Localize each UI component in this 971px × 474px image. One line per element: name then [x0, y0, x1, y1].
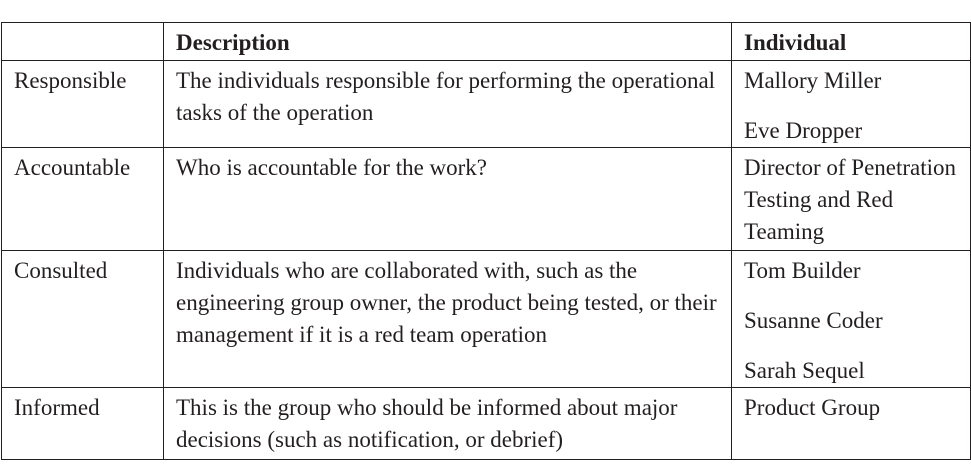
raci-table [1, 22, 971, 460]
role-cell [2, 61, 164, 148]
individual-cell [732, 61, 971, 148]
role-cell [2, 388, 164, 460]
table-header-row [2, 23, 971, 61]
individual-cell [732, 251, 971, 388]
table-row-responsible [2, 61, 971, 148]
table-row-consulted [2, 251, 971, 388]
table-row-accountable [2, 148, 971, 251]
role-cell [2, 148, 164, 251]
header-cell-role [2, 23, 164, 61]
header-cell-description: Description [164, 23, 732, 61]
individual-name: Director of Penetration Testing and Red Teaming [744, 155, 957, 244]
individual-name: Sarah Sequel [744, 358, 865, 383]
description-text: The individuals responsible for performing the operational tasks of the operation [176, 68, 716, 125]
table-row-informed [2, 388, 971, 460]
header-cell-individual: Individual [732, 23, 971, 61]
description-cell [164, 148, 732, 251]
description-text: Individuals who are collaborated with, such as the engineering group owner, the product being tested, or their management if it is a red team operation [176, 258, 717, 347]
description-text: This is the group who should be informed about major decisions (such as notification, or debrief) [176, 395, 678, 452]
description-cell [164, 61, 732, 148]
individual-name: Tom Builder [744, 258, 861, 283]
individual-name: Mallory Miller [744, 68, 882, 93]
role-label: Informed [14, 395, 100, 420]
description-cell [164, 388, 732, 460]
role-label: Consulted [14, 258, 108, 283]
individual-cell [732, 148, 971, 251]
individual-name: Product Group [744, 395, 881, 420]
individual-cell [732, 388, 971, 460]
role-cell [2, 251, 164, 388]
individual-name: Eve Dropper [744, 118, 863, 143]
individual-name: Susanne Coder [744, 308, 883, 333]
description-cell [164, 251, 732, 388]
role-label: Responsible [14, 68, 127, 93]
role-label: Accountable [14, 155, 131, 180]
description-text: Who is accountable for the work? [176, 155, 488, 180]
